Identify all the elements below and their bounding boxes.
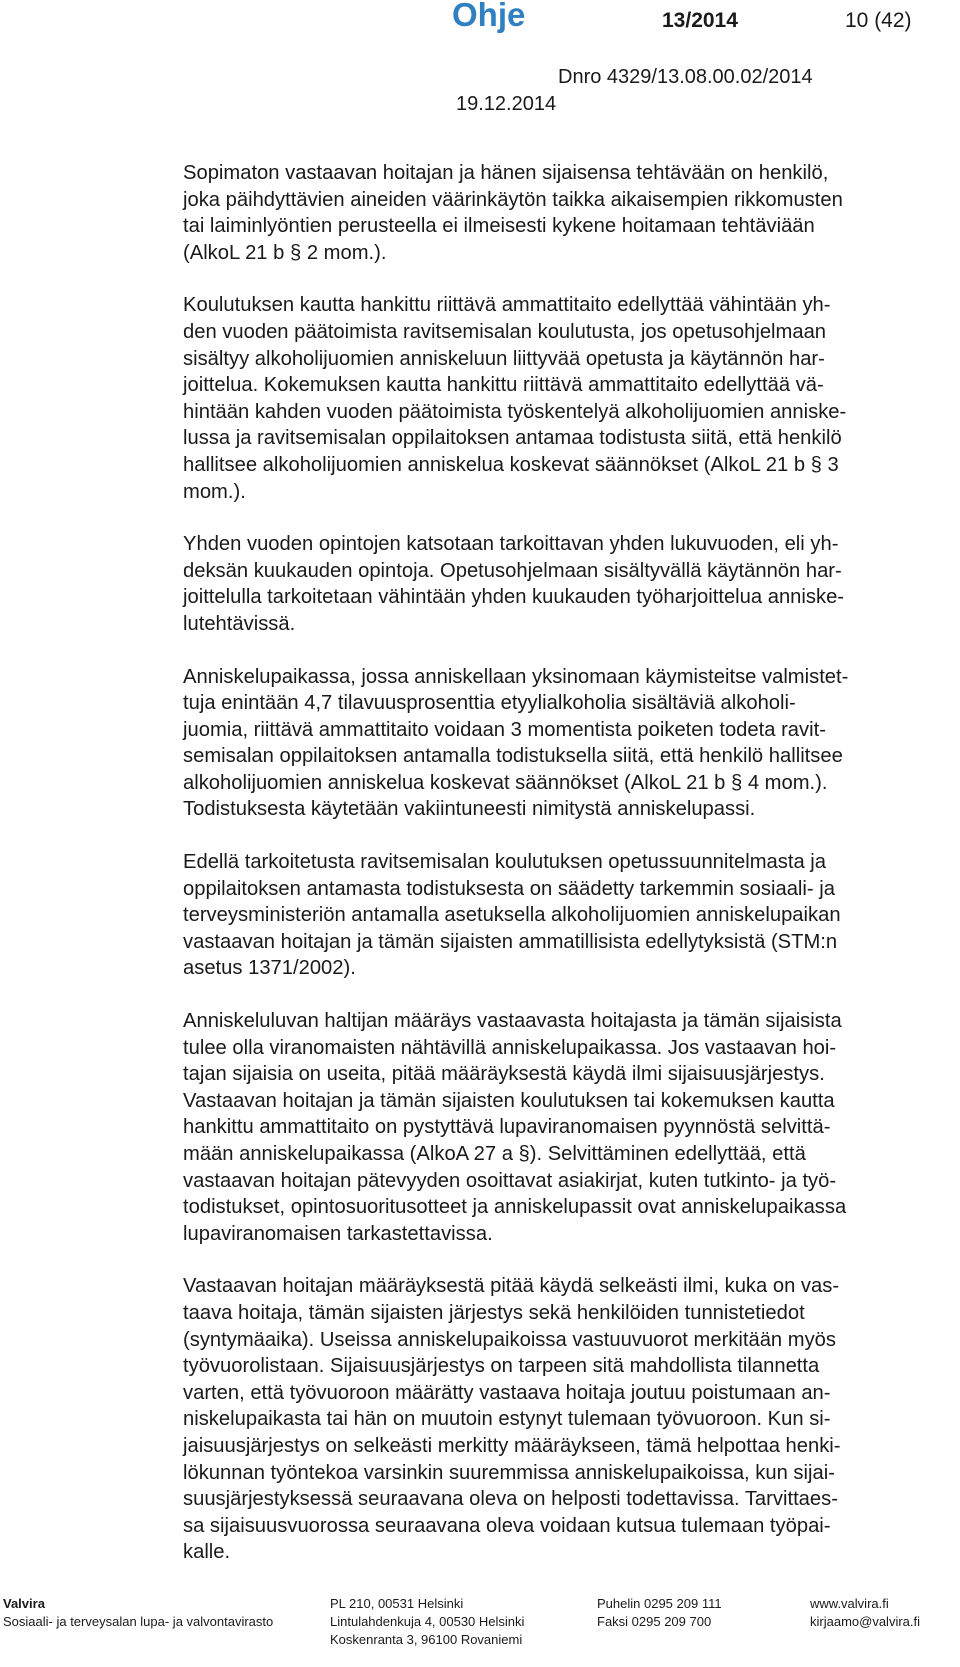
footer-address-2: Lintulahdenkuja 4, 00530 Helsinki [330,1614,525,1629]
footer-address-3: Koskenranta 3, 96100 Rovaniemi [330,1632,523,1647]
paragraph-line: deksän kuukauden opintoja. Opetusohjelmaan sisältyvällä käytännön har- [183,559,842,582]
paragraph-line: terveysministeriön antamalla asetuksella alkoholijuomien anniskelupaikan [183,904,841,927]
footer-org: Valvira [3,1596,45,1611]
paragraph-line: tulee olla viranomaisten nähtävillä anniskelupaikassa. Jos vastaavan hoi- [183,1036,837,1059]
paragraph-line: oppilaitoksen antamasta todistuksesta on säädetty tarkemmin sosiaali- ja [183,877,835,900]
paragraph-line: hintään kahden vuoden päätoimista työskentelyä alkoholijuomien anniske- [183,400,847,423]
paragraph-line: hallitsee alkoholijuomien anniskelua koskevat säännökset (AlkoL 21 b § 3 [183,453,839,476]
paragraph-line: (syntymäaika). Useissa anniskelupaikoissa vastuuvuorot merkitään myös [183,1328,836,1351]
paragraph-line: joka päihdyttävien aineiden väärinkäytön taikka aikaisempien rikkomusten [183,188,843,211]
paragraph-line: suusjärjestyksessä seuraavana oleva on helposti todettavissa. Tarvittaes- [183,1488,838,1511]
paragraph-line: lutehtävissä. [183,612,296,635]
document-body [183,160,945,1592]
paragraph-line: Yhden vuoden opintojen katsotaan tarkoittavan yhden lukuvuoden, eli yh- [183,533,839,556]
paragraph-line: lupaviranomaisen tarkastettavissa. [183,1222,493,1245]
footer-address-1: PL 210, 00531 Helsinki [330,1596,464,1611]
footer-phone: Puhelin 0295 209 111 [597,1596,722,1611]
paragraph [183,1273,945,1566]
document-date: 19.12.2014 [456,93,557,115]
paragraph-line: joittelulla tarkoitetaan vähintään yhden kuukauden työharjoittelua anniske- [183,586,845,609]
paragraph-line: semisalan oppilaitoksen antamalla todistuksella siitä, että henkilö hallitsee [183,745,843,768]
paragraph-line: Koulutuksen kautta hankittu riittävä ammattitaito edellyttää vähintään yh- [183,294,831,317]
paragraph [183,531,945,637]
footer-web-link[interactable]: www.valvira.fi [810,1596,889,1611]
paragraph-line: jaisuusjärjestys on selkeästi merkitty määräykseen, tämä helpottaa henki- [183,1434,841,1457]
paragraph-line: tai laiminlyöntien perusteella ei ilmeisesti kykene hoitamaan tehtäviään [183,215,815,238]
paragraph-line: taava hoitaja, tämän sijaisten järjestys sekä henkilöiden tunnistetiedot [183,1301,805,1324]
paragraph [183,664,945,824]
paragraph-line: niskelupaikasta tai hän on muutoin estynyt tulemaan työvuoroon. Kun si- [183,1408,831,1431]
paragraph-line: mom.). [183,480,246,503]
paragraph [183,1008,945,1247]
paragraph-line: sisältyy alkoholijuomien anniskeluun liittyvää opetusta ja käytännön har- [183,347,825,370]
paragraph-line: lussa ja ravitsemisalan oppilaitoksen antamaa todistusta siitä, että henkilö [183,427,842,450]
page-number: 10 (42) [845,9,912,32]
paragraph-line: Anniskelupaikassa, jossa anniskellaan yksinomaan käymisteitse valmistet- [183,665,849,688]
paragraph-line: Anniskeluluvan haltijan määräys vastaavasta hoitajasta ja tämän sijaisista [183,1010,842,1033]
paragraph-line: varten, että työvuoroon määrätty vastaava hoitaja joutuu poistumaan an- [183,1381,831,1404]
paragraph-line: vastaavan hoitajan pätevyyden osoittavat asiakirjat, kuten tutkinto- ja työ- [183,1169,837,1192]
paragraph [183,160,945,266]
document-number: 13/2014 [662,9,738,32]
footer-org-full: Sosiaali- ja terveysalan lupa- ja valvontavirasto [3,1614,274,1629]
paragraph-line: Edellä tarkoitetusta ravitsemisalan koulutuksen opetussuunnitelmasta ja [183,851,826,874]
paragraph-line: alkoholijuomien anniskelua koskevat säännökset (AlkoL 21 b § 4 mom.). [183,771,828,794]
paragraph-line: vastaavan hoitajan ja tämän sijaisten ammatillisista edellytyksistä (STM:n [183,930,838,953]
paragraph [183,292,945,505]
footer-email-link[interactable]: kirjaamo@valvira.fi [810,1614,920,1629]
paragraph-line: mään anniskelupaikassa (AlkoA 27 a §). Selvittäminen edellyttää, että [183,1143,806,1165]
paragraph-line: lökunnan työntekoa varsinkin suuremmissa anniskelupaikoissa, kun sijai- [183,1461,835,1484]
record-number: Dnro 4329/13.08.00.02/2014 [558,66,813,88]
paragraph-line: joittelua. Kokemuksen kautta hankittu riittävä ammattitaito edellyttää vä- [183,374,824,397]
paragraph-line: asetus 1371/2002). [183,957,356,980]
paragraph-line: sa sijaisuusvuorossa seuraavana oleva voidaan kutsua tulemaan työpai- [183,1514,831,1537]
paragraph-line: Vastaavan hoitajan määräyksestä pitää käydä selkeästi ilmi, kuka on vas- [183,1275,840,1298]
paragraph-line: kalle. [183,1541,231,1564]
paragraph-line: hankittu ammattitaito on pystyttävä lupaviranomaisen pyynnöstä selvittä- [183,1116,831,1139]
paragraph-line: tajan sijaisia on useita, pitää määräyksestä käydä ilmi sijaisuusjärjestys. [183,1063,825,1086]
paragraph-line: den vuoden päätoimista ravitsemisalan koulutusta, jos opetusohjelmaan [183,320,827,343]
paragraph-line: Vastaavan hoitajan ja tämän sijaisten koulutuksen tai kokemuksen kautta [183,1089,835,1112]
document-type-title: Ohje [452,0,526,33]
paragraph-line: Todistuksesta käytetään vakiintuneesti nimitystä anniskelupassi. [183,798,756,821]
paragraph-line: (AlkoL 21 b § 2 mom.). [183,241,387,264]
paragraph [183,849,945,982]
paragraph-line: todistukset, opintosuoritusotteet ja anniskelupassit ovat anniskelupaikassa [183,1196,847,1219]
paragraph-line: työvuorolistaan. Sijaisuusjärjestys on tarpeen sitä mahdollista tilannetta [183,1355,820,1378]
paragraph-line: tuja enintään 4,7 tilavuusprosenttia etyylialkoholia sisältäviä alkoholi- [183,692,796,715]
paragraph-line: juomia, riittävä ammattitaito voidaan 3 momentista poiketen todeta ravit- [183,718,826,741]
footer-fax: Faksi 0295 209 700 [597,1614,712,1629]
paragraph-line: Sopimaton vastaavan hoitajan ja hänen sijaisensa tehtävään on henkilö, [183,162,829,184]
